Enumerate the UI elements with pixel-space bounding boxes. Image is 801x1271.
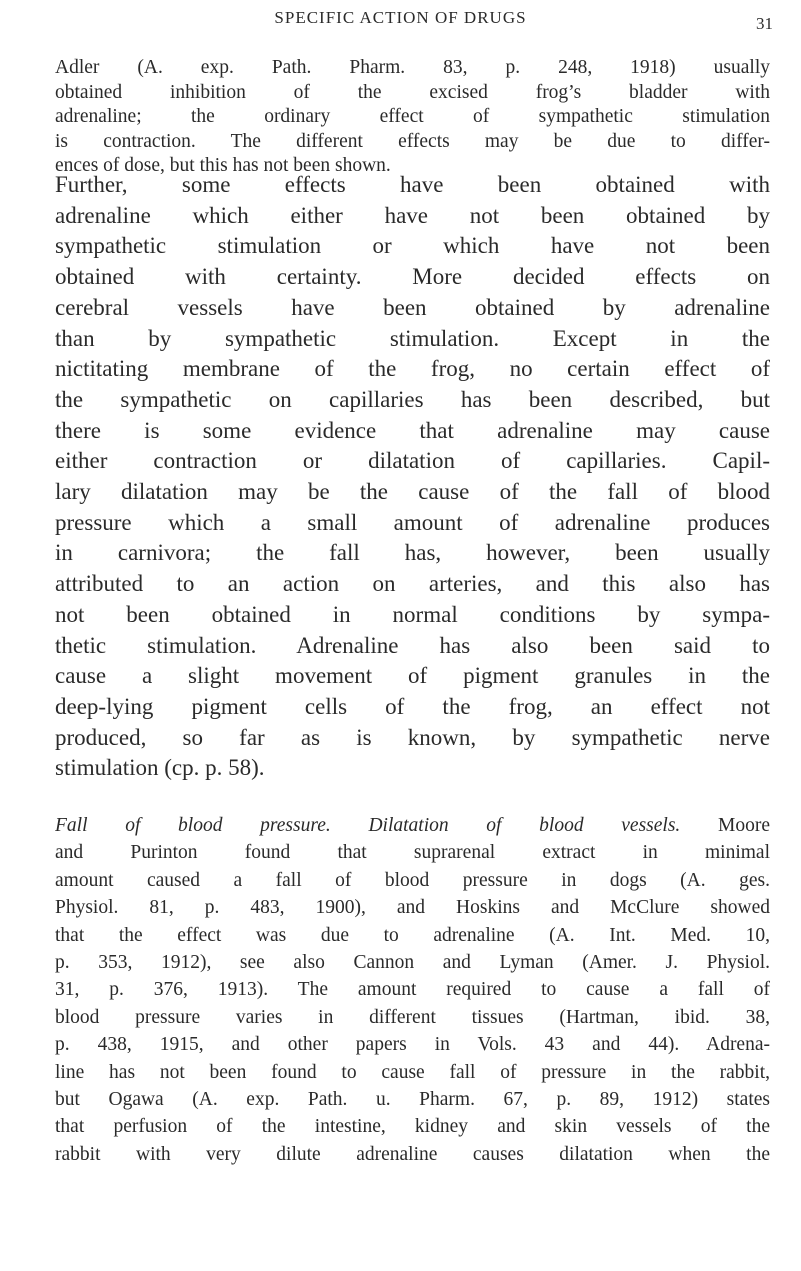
text-line: ences of dose, but this has not been shown. bbox=[55, 155, 391, 176]
text-line: than by sympathetic stimulation. Except in the bbox=[55, 325, 770, 351]
text-line: 31, p. 376, 1913). The amount required to cause a fall of bbox=[55, 979, 770, 1001]
text-line: p. 353, 1912), see also Cannon and Lyman (Amer. J. Physiol. bbox=[55, 952, 770, 974]
text-line: either contraction or dilatation of capillaries. Capil- bbox=[55, 448, 770, 474]
text-line: that perfusion of the intestine, kidney and skin vessels of the bbox=[55, 1116, 770, 1138]
text-line: rabbit with very dilute adrenaline causes dilatation when the bbox=[55, 1143, 770, 1165]
text-line: obtained with certainty. More decided effects on bbox=[55, 264, 770, 290]
paragraph-adler bbox=[55, 56, 770, 179]
text-line: nictitating membrane of the frog, no certain effect of bbox=[55, 356, 770, 382]
text-line: Physiol. 81, p. 483, 1900), and Hoskins and McClure showed bbox=[55, 897, 770, 919]
paragraph-further bbox=[55, 170, 770, 784]
text-line: but Ogawa (A. exp. Path. u. Pharm. 67, p. 89, 1912) states bbox=[55, 1089, 770, 1111]
text-line: cerebral vessels have been obtained by adrenaline bbox=[55, 294, 770, 320]
text-line bbox=[55, 812, 770, 839]
page-number: 31 bbox=[756, 14, 773, 33]
text-line: blood pressure varies in different tissues (Hartman, ibid. 38, bbox=[55, 1006, 770, 1028]
text-line: obtained inhibition of the excised frog’s bladder with bbox=[55, 81, 770, 103]
text-line: line has not been found to cause fall of pressure in the rabbit, bbox=[55, 1061, 770, 1083]
text-line: stimulation (cp. p. 58). bbox=[55, 755, 265, 781]
text-line: not been obtained in normal conditions by sympa- bbox=[55, 601, 770, 627]
text-line: produced, so far as is known, by sympathetic nerve bbox=[55, 724, 770, 750]
text-fragment: Moore bbox=[680, 815, 770, 836]
paragraph-fall-of-blood-pressure bbox=[55, 812, 770, 1168]
text-line: that the effect was due to adrenaline (A. Int. Med. 10, bbox=[55, 924, 770, 946]
text-line: deep-lying pigment cells of the frog, an effect not bbox=[55, 693, 770, 719]
text-line: cause a slight movement of pigment granules in the bbox=[55, 663, 770, 689]
text-line: p. 438, 1915, and other papers in Vols. 43 and 44). Adrena- bbox=[55, 1034, 770, 1056]
text-line: the sympathetic on capillaries has been described, but bbox=[55, 386, 770, 412]
text-line: is contraction. The different effects may be due to differ- bbox=[55, 130, 770, 152]
text-line: Adler (A. exp. Path. Pharm. 83, p. 248, 1918) usually bbox=[55, 57, 770, 78]
text-line: in carnivora; the fall has, however, been usually bbox=[55, 540, 770, 566]
text-line: adrenaline which either have not been obtained by bbox=[55, 202, 770, 228]
text-line: Further, some effects have been obtained with bbox=[55, 172, 770, 197]
text-line: amount caused a fall of blood pressure in dogs (A. ges. bbox=[55, 869, 770, 891]
running-header: SPECIFIC ACTION OF DRUGS bbox=[274, 8, 527, 27]
text-line: and Purinton found that suprarenal extract in minimal bbox=[55, 842, 770, 864]
text-line: adrenaline; the ordinary effect of sympathetic stimulation bbox=[55, 106, 770, 127]
text-line: attributed to an action on arteries, and this also has bbox=[55, 571, 770, 597]
text-line: there is some evidence that adrenaline may cause bbox=[55, 417, 770, 443]
section-heading-italic: Fall of blood pressure. Dilatation of blood vessels. bbox=[55, 815, 681, 836]
text-line: pressure which a small amount of adrenaline produces bbox=[55, 509, 770, 535]
text-line: thetic stimulation. Adrenaline has also been said to bbox=[55, 632, 770, 658]
text-line: lary dilatation may be the cause of the fall of blood bbox=[55, 479, 770, 505]
text-line: sympathetic stimulation or which have not been bbox=[55, 233, 770, 259]
paragraph-lines bbox=[55, 839, 770, 1168]
